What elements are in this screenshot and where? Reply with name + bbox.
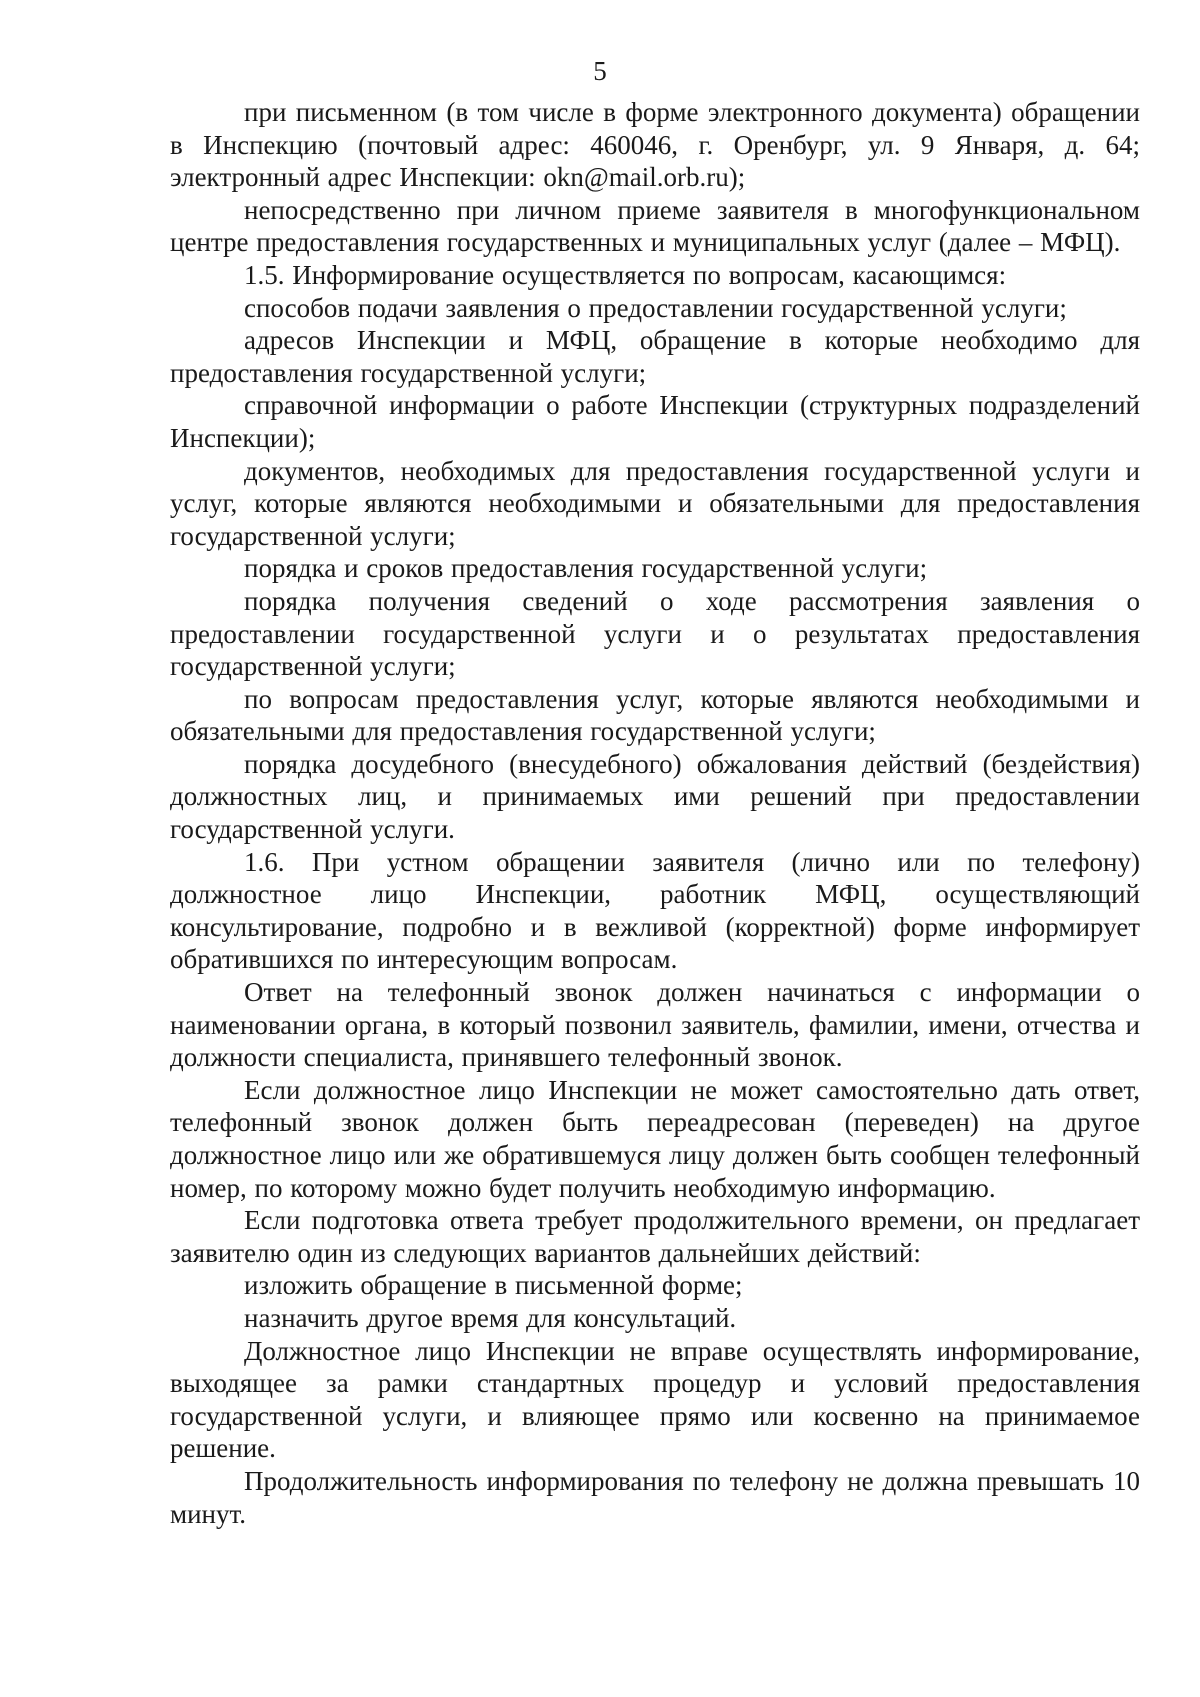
list-item: изложить обращение в письменной форме; [244, 1270, 743, 1301]
paragraph: Если должностное лицо Инспекции не может самостоятельно дать ответ, телефонный звонок должен быть переадресован (переведен) на другое должностное лицо или же обратившемуся лицу должен быть сообщен телефонный номер, по которому можно будет получить необходимую информацию. [170, 1074, 1140, 1203]
paragraph: Продолжительность информирования по телефону не должна превышать 10 минут. [170, 1465, 1140, 1529]
section-heading-1-5: 1.5. Информирование осуществляется по вопросам, касающимся: [244, 259, 1007, 290]
paragraph: Если подготовка ответа требует продолжительного времени, он предлагает заявителю один из следующих вариантов дальнейших действий: [170, 1205, 1140, 1268]
section-paragraph-1-6: 1.6. При устном обращении заявителя (лично или по телефону) должностное лицо Инспекции, работник МФЦ, осуществляющий консультирование, подробно и в вежливой (корректной) форме информирует обратившихся по интересующим вопросам. [170, 846, 1140, 975]
document-body [170, 96, 1140, 1530]
list-item: способов подачи заявления о предоставлении государственной услуги; [244, 292, 1067, 323]
paragraph: при письменном (в том числе в форме электронного документа) обращении в Инспекцию (почтовый адрес: 460046, г. Оренбург, ул. 9 Января, д. 64; электронный адрес Инспекции: okn@mail.orb.ru); [170, 97, 1140, 193]
list-item: назначить другое время для консультаций. [244, 1302, 737, 1333]
paragraph: Ответ на телефонный звонок должен начинаться с информации о наименовании органа, в который позвонил заявитель, фамилии, имени, отчества и должности специалиста, принявшего телефонный звонок. [170, 977, 1140, 1073]
list-item: адресов Инспекции и МФЦ, обращение в которые необходимо для предоставления государственной услуги; [170, 325, 1140, 388]
list-item: по вопросам предоставления услуг, которые являются необходимыми и обязательными для предоставления государственной услуги; [170, 683, 1140, 747]
list-item: порядка и сроков предоставления государственной услуги; [244, 553, 928, 584]
list-item: порядка досудебного (внесудебного) обжалования действий (бездействия) должностных лиц, и принимаемых ими решений при предоставлении государственной услуги. [170, 748, 1140, 845]
paragraph: Должностное лицо Инспекции не вправе осуществлять информирование, выходящее за рамки стандартных процедур и условий предоставления государственной услуги, и влияющее прямо или косвенно на принимаемое решение. [170, 1335, 1140, 1464]
list-item: справочной информации о работе Инспекции (структурных подразделений Инспекции); [170, 390, 1140, 453]
paragraph: непосредственно при личном приеме заявителя в многофункциональном центре предоставления государственных и муниципальных услуг (далее – МФЦ). [170, 194, 1140, 258]
list-item: документов, необходимых для предоставления государственной услуги и услуг, которые являются необходимыми и обязательными для предоставления государственной услуги; [170, 455, 1140, 551]
list-item: порядка получения сведений о ходе рассмотрения заявления о предоставлении государственной услуги и о результатах предоставления государственной услуги; [170, 585, 1140, 682]
page-number: 5 [593, 56, 607, 86]
